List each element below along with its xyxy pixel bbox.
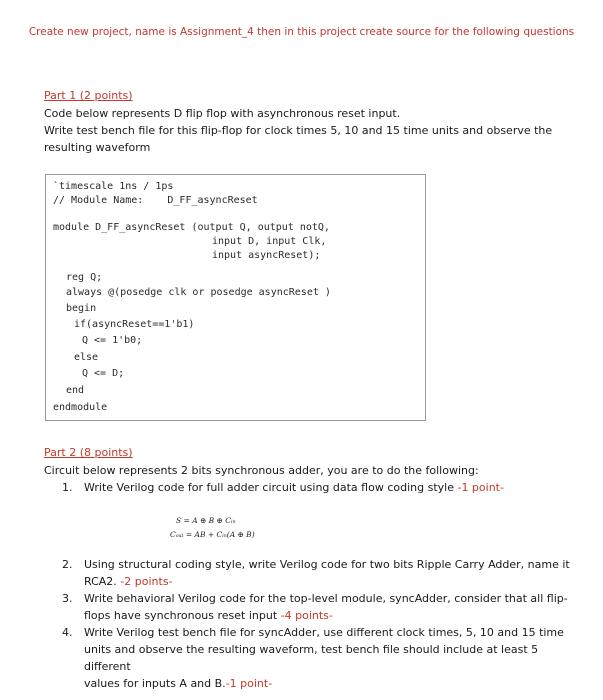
list-text: Write behavioral Verilog code for the top-level module, syncAdder, consider that all flip- bbox=[84, 592, 568, 605]
list-number: 2. bbox=[62, 558, 73, 571]
code-line: reg Q; bbox=[66, 272, 103, 283]
code-line: endmodule bbox=[53, 402, 108, 413]
list-text: Write Verilog test bench file for syncAdder, use different clock times, 5, 10 and 15 time bbox=[84, 626, 564, 639]
list-text: Using structural coding style, write Verilog code for two bits Ripple Carry Adder, name it bbox=[84, 558, 570, 571]
code-line: `timescale 1ns / 1ps bbox=[53, 181, 174, 192]
code-line: begin bbox=[66, 303, 97, 314]
part1-title: Part 1 (2 points) bbox=[44, 89, 133, 102]
list-number: 3. bbox=[62, 592, 73, 605]
code-line: Q <= D; bbox=[82, 368, 125, 379]
code-line: if(asyncReset==1'b1) bbox=[74, 319, 195, 330]
points-label: -4 points- bbox=[280, 609, 333, 622]
code-line: end bbox=[66, 385, 85, 396]
list-text: values for inputs A and B. bbox=[84, 677, 226, 690]
code-line: Q <= 1'b0; bbox=[82, 335, 143, 346]
list-text: units and observe the resulting waveform, test bench file should include at least 5 different bbox=[84, 643, 539, 673]
sum-equation: S = A ⊕ B ⊕ Cᵢₙ bbox=[176, 516, 236, 525]
assignment-header: Create new project, name is Assignment_4 then in this project create source for the following questions bbox=[28, 26, 575, 38]
list-text: flops have synchronous reset input bbox=[84, 609, 281, 622]
list-text: RCA2. bbox=[84, 575, 121, 588]
code-box bbox=[45, 174, 426, 421]
code-line: input asyncReset); bbox=[212, 250, 321, 261]
code-line: input D, input Clk, bbox=[212, 236, 327, 247]
code-line: module D_FF_asyncReset (output Q, output notQ, bbox=[53, 222, 330, 233]
part1-description bbox=[44, 105, 584, 156]
code-line: always @(posedge clk or posedge asyncReset ) bbox=[66, 287, 331, 298]
part2-title: Part 2 (8 points) bbox=[44, 446, 133, 459]
list-text: Write Verilog code for full adder circuit using data flow coding style bbox=[84, 481, 458, 494]
points-label: -1 point- bbox=[225, 677, 273, 690]
list-number: 1. bbox=[62, 481, 73, 494]
carry-equation: Cₒᵤₜ = AB + Cᵢₙ(A ⊕ B) bbox=[170, 530, 255, 539]
code-line: // Module Name: D_FF_asyncReset bbox=[53, 195, 258, 206]
code-line: else bbox=[74, 352, 99, 363]
part1-line3: resulting waveform bbox=[44, 141, 151, 154]
part1-line1: Code below represents D flip flop with asynchronous reset input. bbox=[44, 107, 401, 120]
points-label: -1 point- bbox=[457, 481, 504, 494]
part1-line2: Write test bench file for this flip-flop for clock times 5, 10 and 15 time units and observe the bbox=[44, 124, 553, 137]
list-number: 4. bbox=[62, 626, 73, 639]
part2-intro: Circuit below represents 2 bits synchronous adder, you are to do the following: bbox=[44, 464, 479, 477]
points-label: -2 points- bbox=[120, 575, 173, 588]
